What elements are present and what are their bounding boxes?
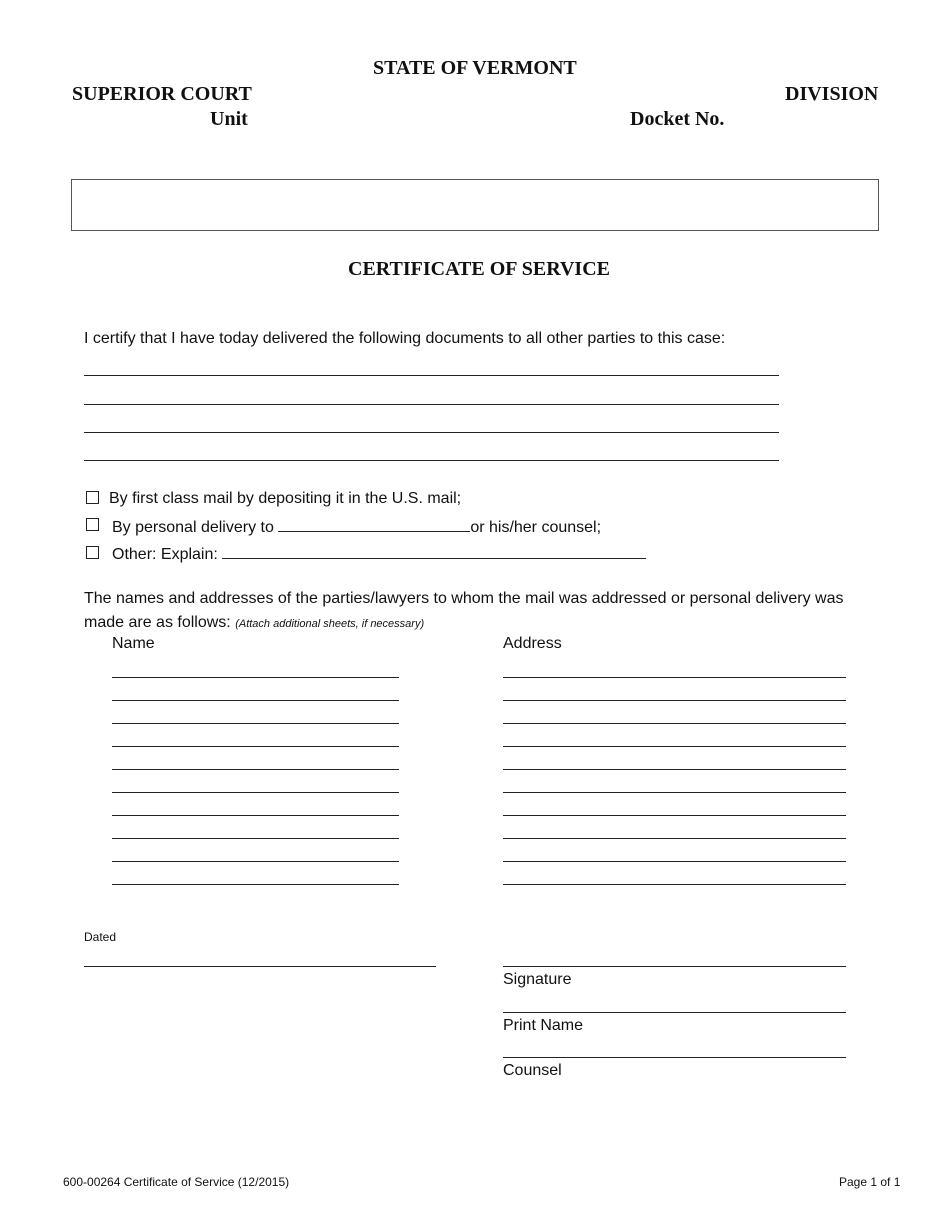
address-line[interactable] bbox=[503, 815, 846, 816]
name-line[interactable] bbox=[112, 746, 399, 747]
name-line[interactable] bbox=[112, 723, 399, 724]
name-line[interactable] bbox=[112, 884, 399, 885]
personal-delivery-checkbox[interactable] bbox=[86, 518, 99, 531]
dated-label: Dated bbox=[84, 930, 117, 944]
names-paragraph-line2 bbox=[84, 614, 424, 632]
name-column-header: Name bbox=[112, 635, 155, 652]
address-line[interactable] bbox=[503, 700, 846, 701]
document-line[interactable] bbox=[84, 460, 779, 461]
certify-statement: I certify that I have today delivered the following documents to all other parties to this case: bbox=[84, 330, 726, 347]
case-caption-field[interactable] bbox=[71, 179, 879, 231]
name-line[interactable] bbox=[112, 861, 399, 862]
division-heading: DIVISION bbox=[785, 83, 879, 105]
address-line[interactable] bbox=[503, 746, 846, 747]
address-line[interactable] bbox=[503, 769, 846, 770]
counsel-line[interactable] bbox=[503, 1057, 846, 1058]
address-line[interactable] bbox=[503, 677, 846, 678]
page-title: CERTIFICATE OF SERVICE bbox=[348, 258, 610, 280]
names-paragraph-text: made are as follows: bbox=[84, 614, 231, 631]
address-line[interactable] bbox=[503, 861, 846, 862]
names-paragraph-line1: The names and addresses of the parties/lawyers to whom the mail was addressed or personal delivery was bbox=[84, 590, 844, 607]
other-explain-field[interactable] bbox=[222, 544, 646, 559]
print-name-label: Print Name bbox=[503, 1017, 584, 1034]
document-line[interactable] bbox=[84, 404, 779, 405]
name-line[interactable] bbox=[112, 815, 399, 816]
personal-delivery-recipient-field[interactable] bbox=[278, 517, 470, 532]
other-checkbox[interactable] bbox=[86, 546, 99, 559]
personal-delivery-label: By personal delivery to bbox=[112, 519, 274, 536]
signature-line[interactable] bbox=[503, 966, 846, 967]
name-line[interactable] bbox=[112, 677, 399, 678]
address-column-header: Address bbox=[503, 635, 562, 652]
attach-note: (Attach additional sheets, if necessary) bbox=[235, 618, 425, 630]
court-heading: SUPERIOR COURT bbox=[72, 83, 252, 105]
personal-delivery-suffix: or his/her counsel; bbox=[470, 519, 602, 536]
dated-line[interactable] bbox=[84, 966, 436, 967]
state-heading: STATE OF VERMONT bbox=[373, 57, 577, 79]
document-line[interactable] bbox=[84, 375, 779, 376]
name-line[interactable] bbox=[112, 792, 399, 793]
name-line[interactable] bbox=[112, 700, 399, 701]
document-line[interactable] bbox=[84, 432, 779, 433]
personal-delivery-option bbox=[112, 517, 601, 537]
signature-label: Signature bbox=[503, 971, 572, 988]
name-line[interactable] bbox=[112, 769, 399, 770]
other-option bbox=[112, 544, 646, 564]
form-id-footer: 600-00264 Certificate of Service (12/2015) bbox=[63, 1175, 290, 1189]
first-class-mail-checkbox[interactable] bbox=[86, 491, 99, 504]
first-class-mail-label: By first class mail by depositing it in the U.S. mail; bbox=[109, 490, 462, 507]
address-line[interactable] bbox=[503, 884, 846, 885]
other-label: Other: Explain: bbox=[112, 546, 218, 563]
print-name-line[interactable] bbox=[503, 1012, 846, 1013]
address-line[interactable] bbox=[503, 792, 846, 793]
address-line[interactable] bbox=[503, 723, 846, 724]
docket-label: Docket No. bbox=[630, 108, 725, 130]
name-line[interactable] bbox=[112, 838, 399, 839]
unit-label: Unit bbox=[210, 108, 248, 130]
address-line[interactable] bbox=[503, 838, 846, 839]
page-number: Page 1 of 1 bbox=[839, 1175, 901, 1189]
counsel-label: Counsel bbox=[503, 1062, 562, 1079]
